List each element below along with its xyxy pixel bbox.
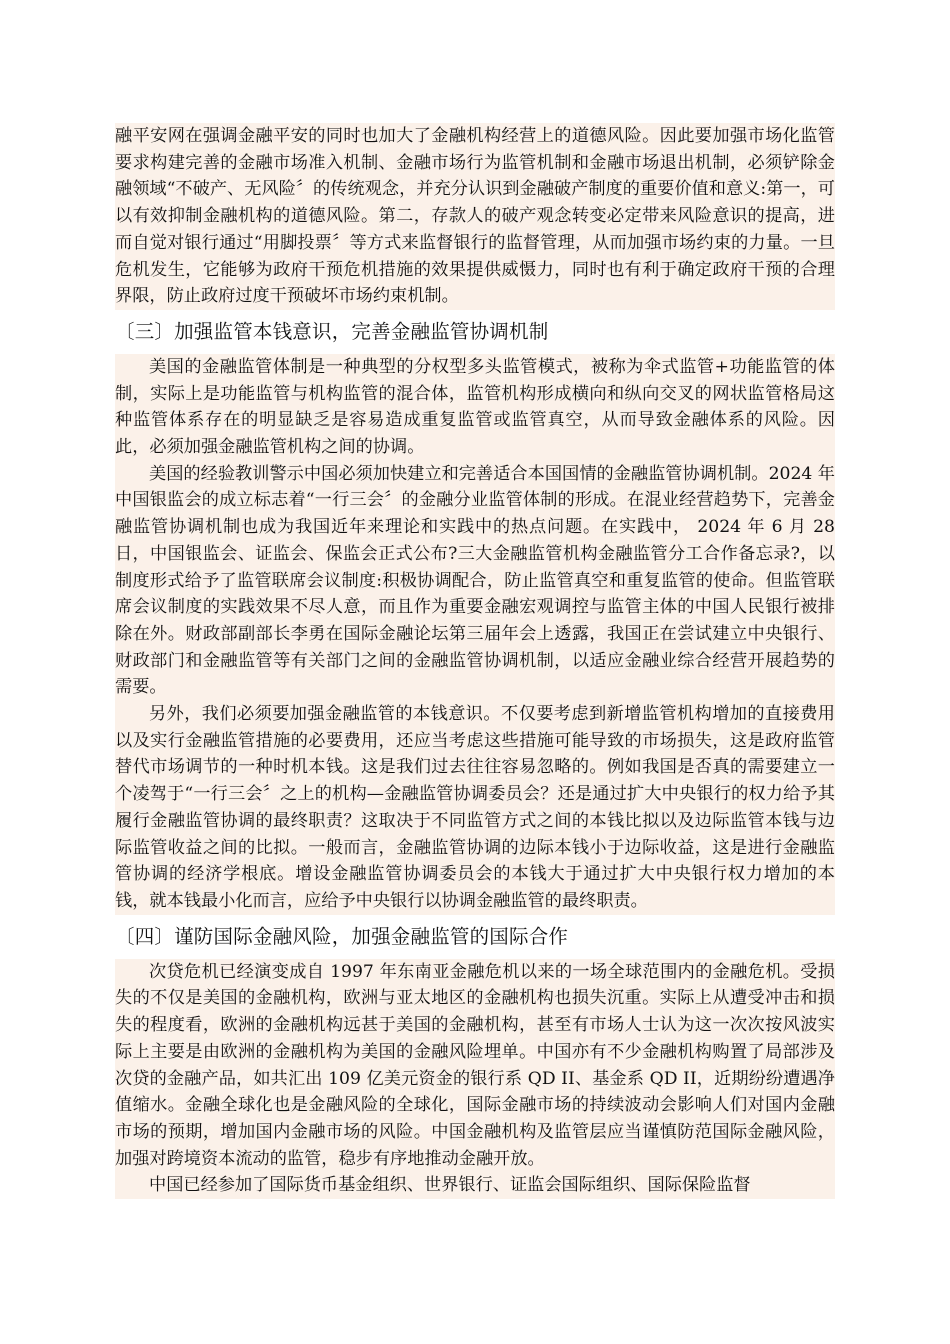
section-heading-4: 〔四〕谨防国际金融风险，加强金融监管的国际合作	[115, 924, 569, 948]
paragraph: 中国已经参加了国际货币基金组织、世界银行、证监会国际组织、国际保险监督	[115, 1172, 835, 1199]
paragraph-intro: 融平安网在强调金融平安的同时也加大了金融机构经营上的道德风险。因此要加强市场化监管要求构建完善的金融市场准入机制、金融市场行为监管机制和金融市场退出机制，必须铲除金融领域“不破产、无风险〞的传统观念，并充分认识到金融破产制度的重要价值和意义:第一，可以有效抑制金融机构的道德风险。第二，存款人的破产观念转变必定带来风险意识的提高，进而自觉对银行通过“用脚投票〞等方式来监督银行的监督管理，从而加强市场约束的力量。一旦危机发生，它能够为政府干预危机措施的效果提供威慑力，同时也有利于确定政府干预的合理界限，防止政府过度干预破坏市场约束机制。	[115, 123, 835, 310]
paragraph: 另外，我们必须要加强金融监管的本钱意识。不仅要考虑到新增监管机构增加的直接费用以及实行金融监管措施的必要费用，还应当考虑这些措施可能导致的市场损失，这是政府监管替代市场调节的一种时机本钱。这是我们过去往往容易忽略的。例如我国是否真的需要建立一个凌驾于“一行三会〞之上的机构—金融监管协调委员会？还是通过扩大中央银行的权力给予其履行金融监管协调的最终职责？这取决于不同监管方式之间的本钱比拟以及边际监管本钱与边际监管收益之间的比拟。一般而言，金融监管协调的边际本钱小于边际收益，这是进行金融监管协调的经济学根底。增设金融监管协调委员会的本钱大于通过扩大中央银行权力增加的本钱，就本钱最小化而言，应给予中央银行以协调金融监管的最终职责。	[115, 701, 835, 915]
document-body	[115, 123, 835, 1199]
paragraph: 美国的经验教训警示中国必须加快建立和完善适合本国国情的金融监管协调机制。2024 年中国银监会的成立标志着“一行三会〞的金融分业监管体制的形成。在混业经营趋势下，完善金融监管协调机制也成为我国近年来理论和实践中的热点问题。在实践中， 2024 年 6 月 28 日，中国银监会、证监会、保监会正式公布?三大金融监管机构金融监管分工合作备忘录?，以制度形式给予了监管联席会议制度:积极协调配合，防止监管真空和重复监管的使命。但监管联席会议制度的实践效果不尽人意，而且作为重要金融宏观调控与监管主体的中国人民银行被排除在外。财政部副部长李勇在国际金融论坛第三届年会上透露，我国正在尝试建立中央银行、财政部门和金融监管等有关部门之间的金融监管协调机制，以适应金融业综合经营开展趋势的需要。	[115, 461, 835, 701]
paragraph: 美国的金融监管体制是一种典型的分权型多头监管模式，被称为伞式监管+功能监管的体制，实际上是功能监管与机构监管的混合体，监管机构形成横向和纵向交叉的网状监管格局这种监管体系存在的明显缺乏是容易造成重复监管或监管真空，从而导致金融体系的风险。因此，必须加强金融监管机构之间的协调。	[115, 354, 835, 461]
section-heading-3: 〔三〕加强监管本钱意识，完善金融监管协调机制	[115, 319, 549, 343]
paragraph: 次贷危机已经演变成自 1997 年东南亚金融危机以来的一场全球范围内的金融危机。受损失的不仅是美国的金融机构，欧洲与亚太地区的金融机构也损失沉重。实际上从遭受冲击和损失的程度看，欧洲的金融机构远甚于美国的金融机构，甚至有市场人士认为这一次次按风波实际上主要是由欧洲的金融机构为美国的金融风险埋单。中国亦有不少金融机构购置了局部涉及次贷的金融产品，如共汇出 109 亿美元资金的银行系 QD II、基金系 QD II，近期纷纷遭遇净值缩水。金融全球化也是金融风险的全球化，国际金融市场的持续波动会影响人们对国内金融市场的预期，增加国内金融市场的风险。中国金融机构及监管层应当谨慎防范国际金融风险，加强对跨境资本流动的监管，稳步有序地推动金融开放。	[115, 959, 835, 1173]
